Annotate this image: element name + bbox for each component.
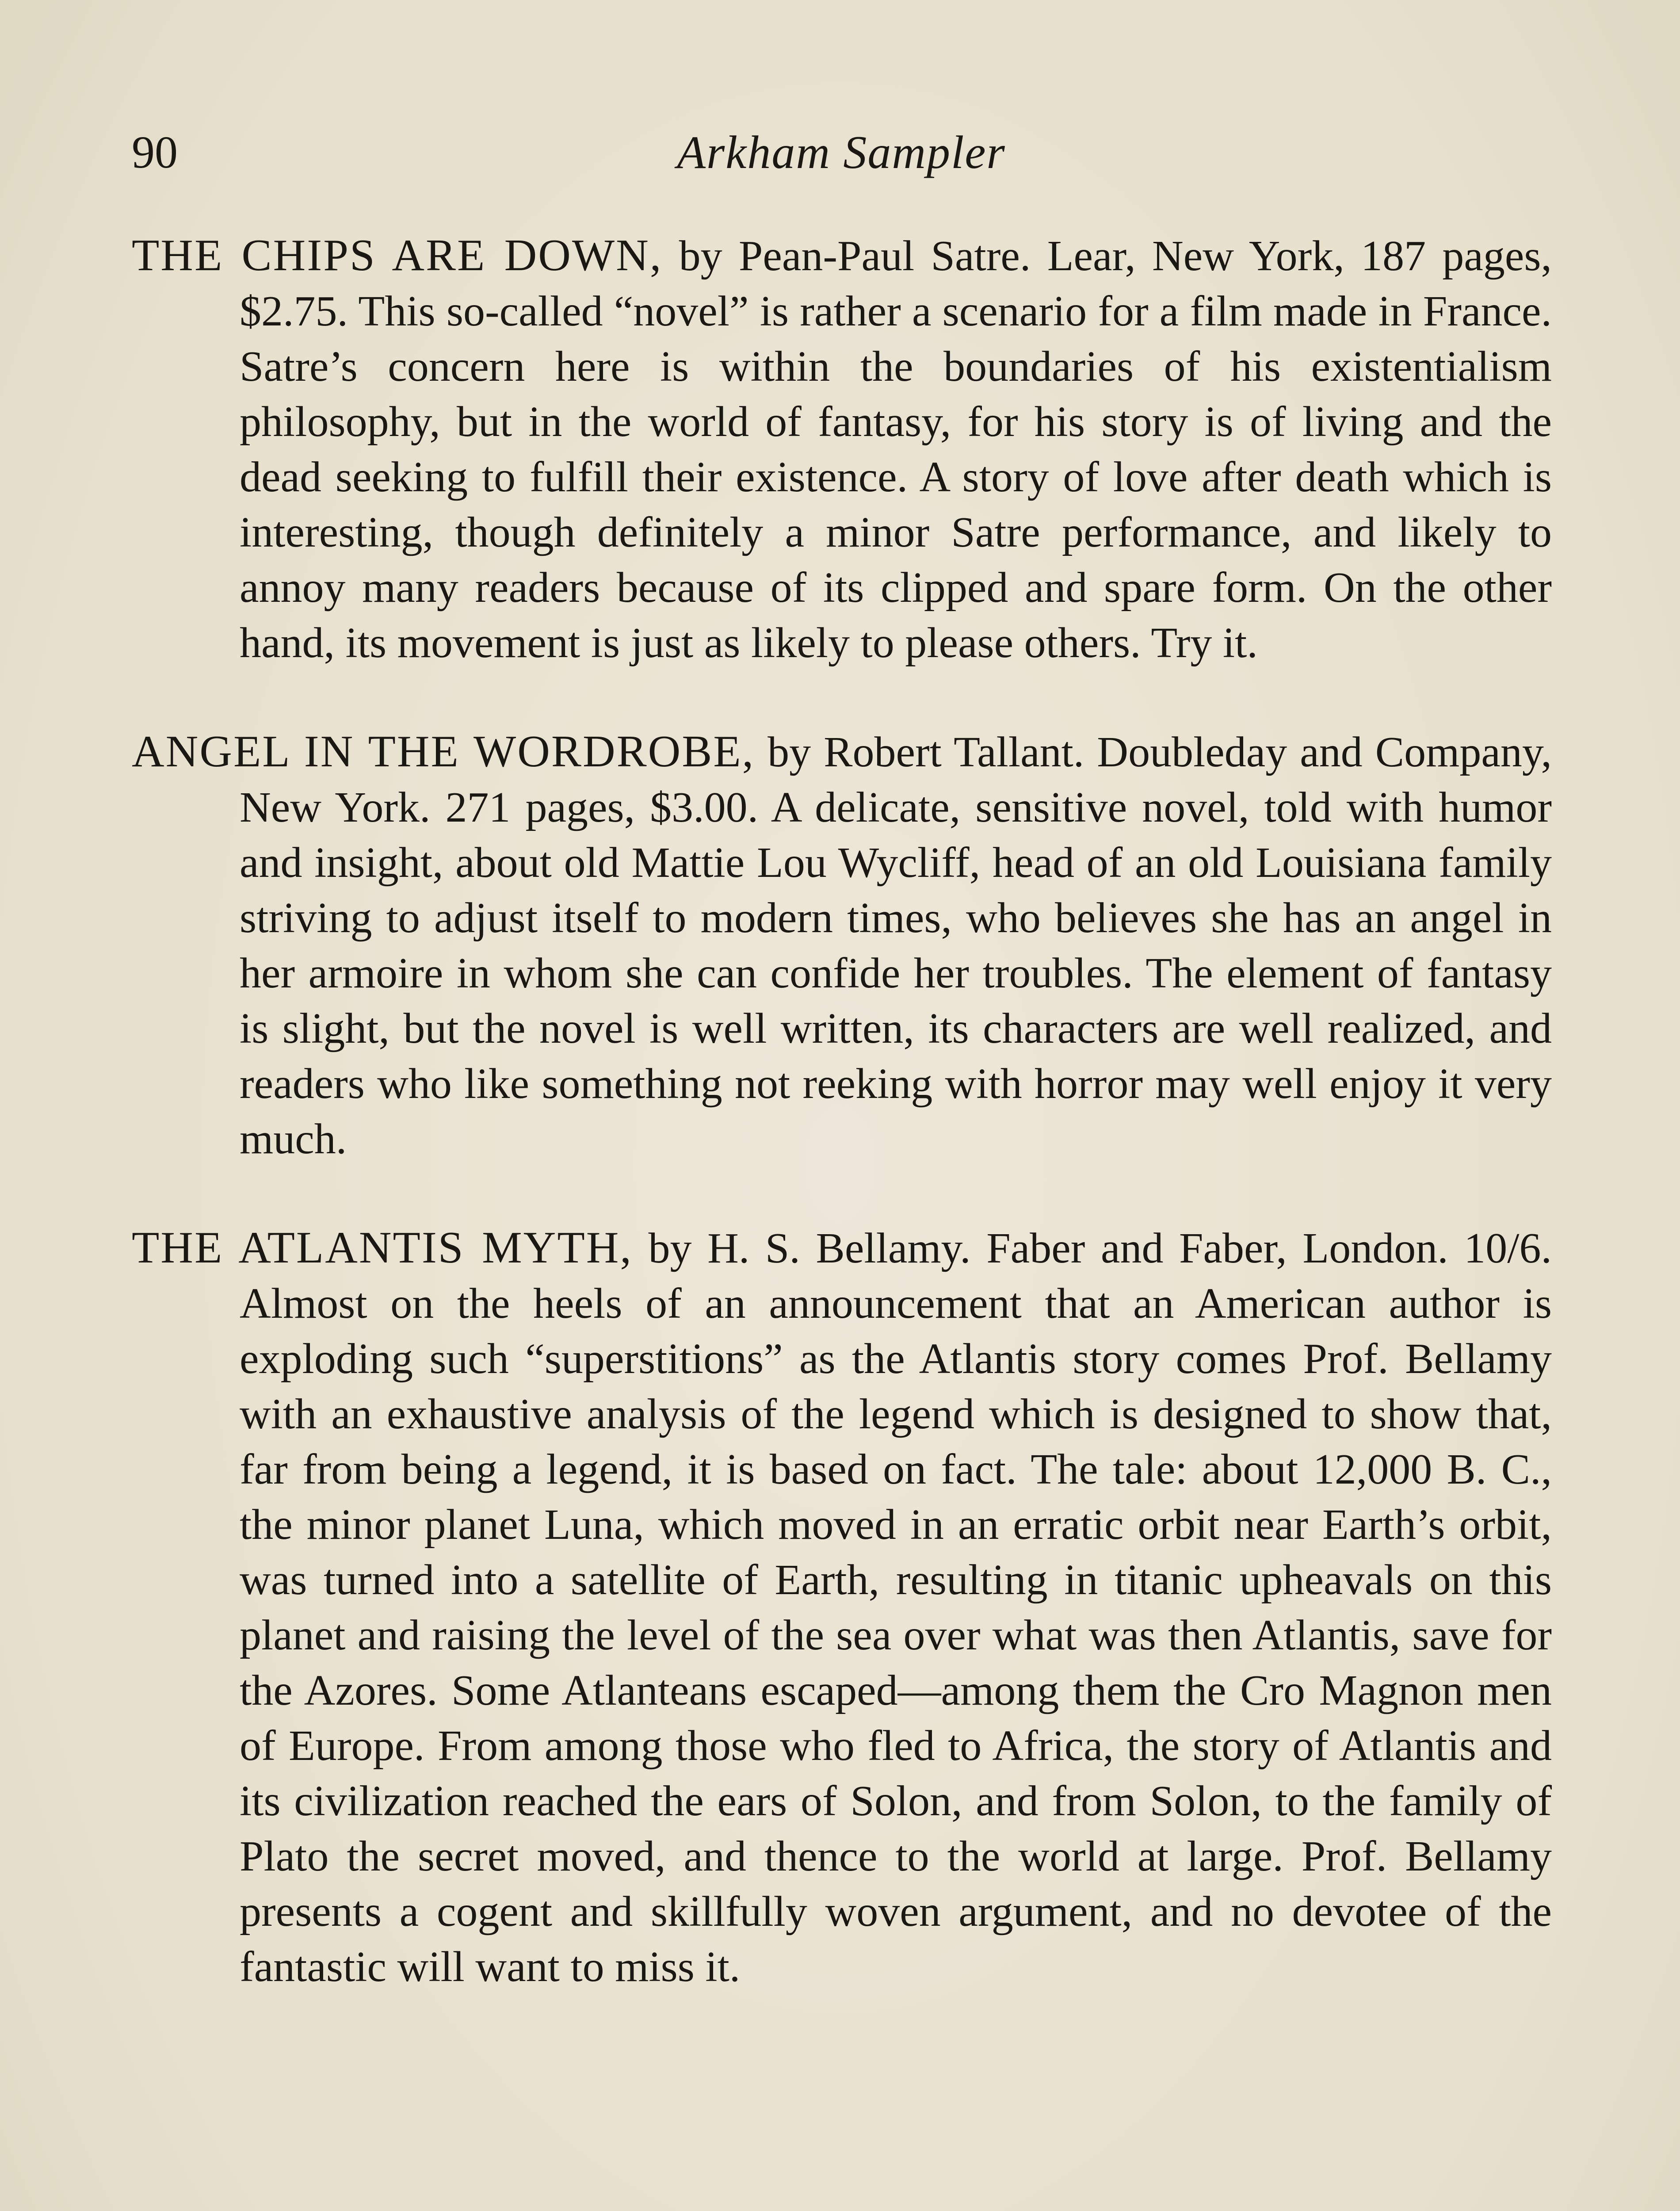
journal-title: Arkham Sampler bbox=[677, 126, 1006, 178]
review-body: by Robert Tallant. Doubleday and Company, New York. 271 pages, $3.00. A delicate, sensitive novel, told with humor and insight, about old Mattie Lou Wycliff, head of an old Louisiana family striving to adjust itself to modern times, who believes she has an angel in her armoire in whom she can confide her troubles. The element of fantasy is slight, but the novel is well written, its characters are well realized, and readers who like something not reeking with horror may well enjoy it very much. bbox=[240, 728, 1552, 1163]
review-body: by Pean-Paul Satre. Lear, New York, 187 pages, $2.75. This so-called “novel” is rather a scenario for a film made in France. Satre’s concern here is within the boundaries of his existentialism philosophy, but in the world of fantasy, for his story is of living and the dead seeking to fulfill their existence. A story of love after death which is interesting, though definitely a minor Satre performance, and likely to annoy many readers because of its clipped and spare form. On the other hand, its movement is just as likely to please others. Try it. bbox=[240, 232, 1552, 667]
reviews-column bbox=[132, 228, 1552, 1995]
page-number: 90 bbox=[132, 127, 178, 178]
book-title: THE ATLANTIS MYTH, bbox=[132, 1223, 633, 1273]
running-head bbox=[132, 119, 1551, 186]
review-entry bbox=[132, 228, 1552, 671]
book-title: ANGEL IN THE WORDROBE, bbox=[132, 727, 755, 777]
review-body: by H. S. Bellamy. Faber and Faber, London. 10/6. Almost on the heels of an announcement that an American author is exploding such “superstitions” as the Atlantis story comes Prof. Bellamy with an exhaustive analysis of the legend which is designed to show that, far from being a legend, it is based on fact. The tale: about 12,000 B. C., the minor planet Luna, which moved in an erratic orbit near Earth’s orbit, was turned into a satellite of Earth, resulting in titanic upheavals on this planet and raising the level of the sea over what was then Atlantis, save for the Azores. Some Atlanteans escaped—among them the Cro Magnon men of Europe. From among those who fled to Africa, the story of Atlantis and its civilization reached the ears of Solon, and from Solon, to the family of Plato the secret moved, and thence to the world at large. Prof. Bellamy presents a cogent and skillfully woven argument, and no devotee of the fantastic will want to miss it. bbox=[240, 1224, 1552, 1991]
review-entry bbox=[132, 724, 1552, 1167]
review-entry bbox=[132, 1220, 1552, 1995]
book-title: THE CHIPS ARE DOWN, bbox=[132, 230, 663, 280]
